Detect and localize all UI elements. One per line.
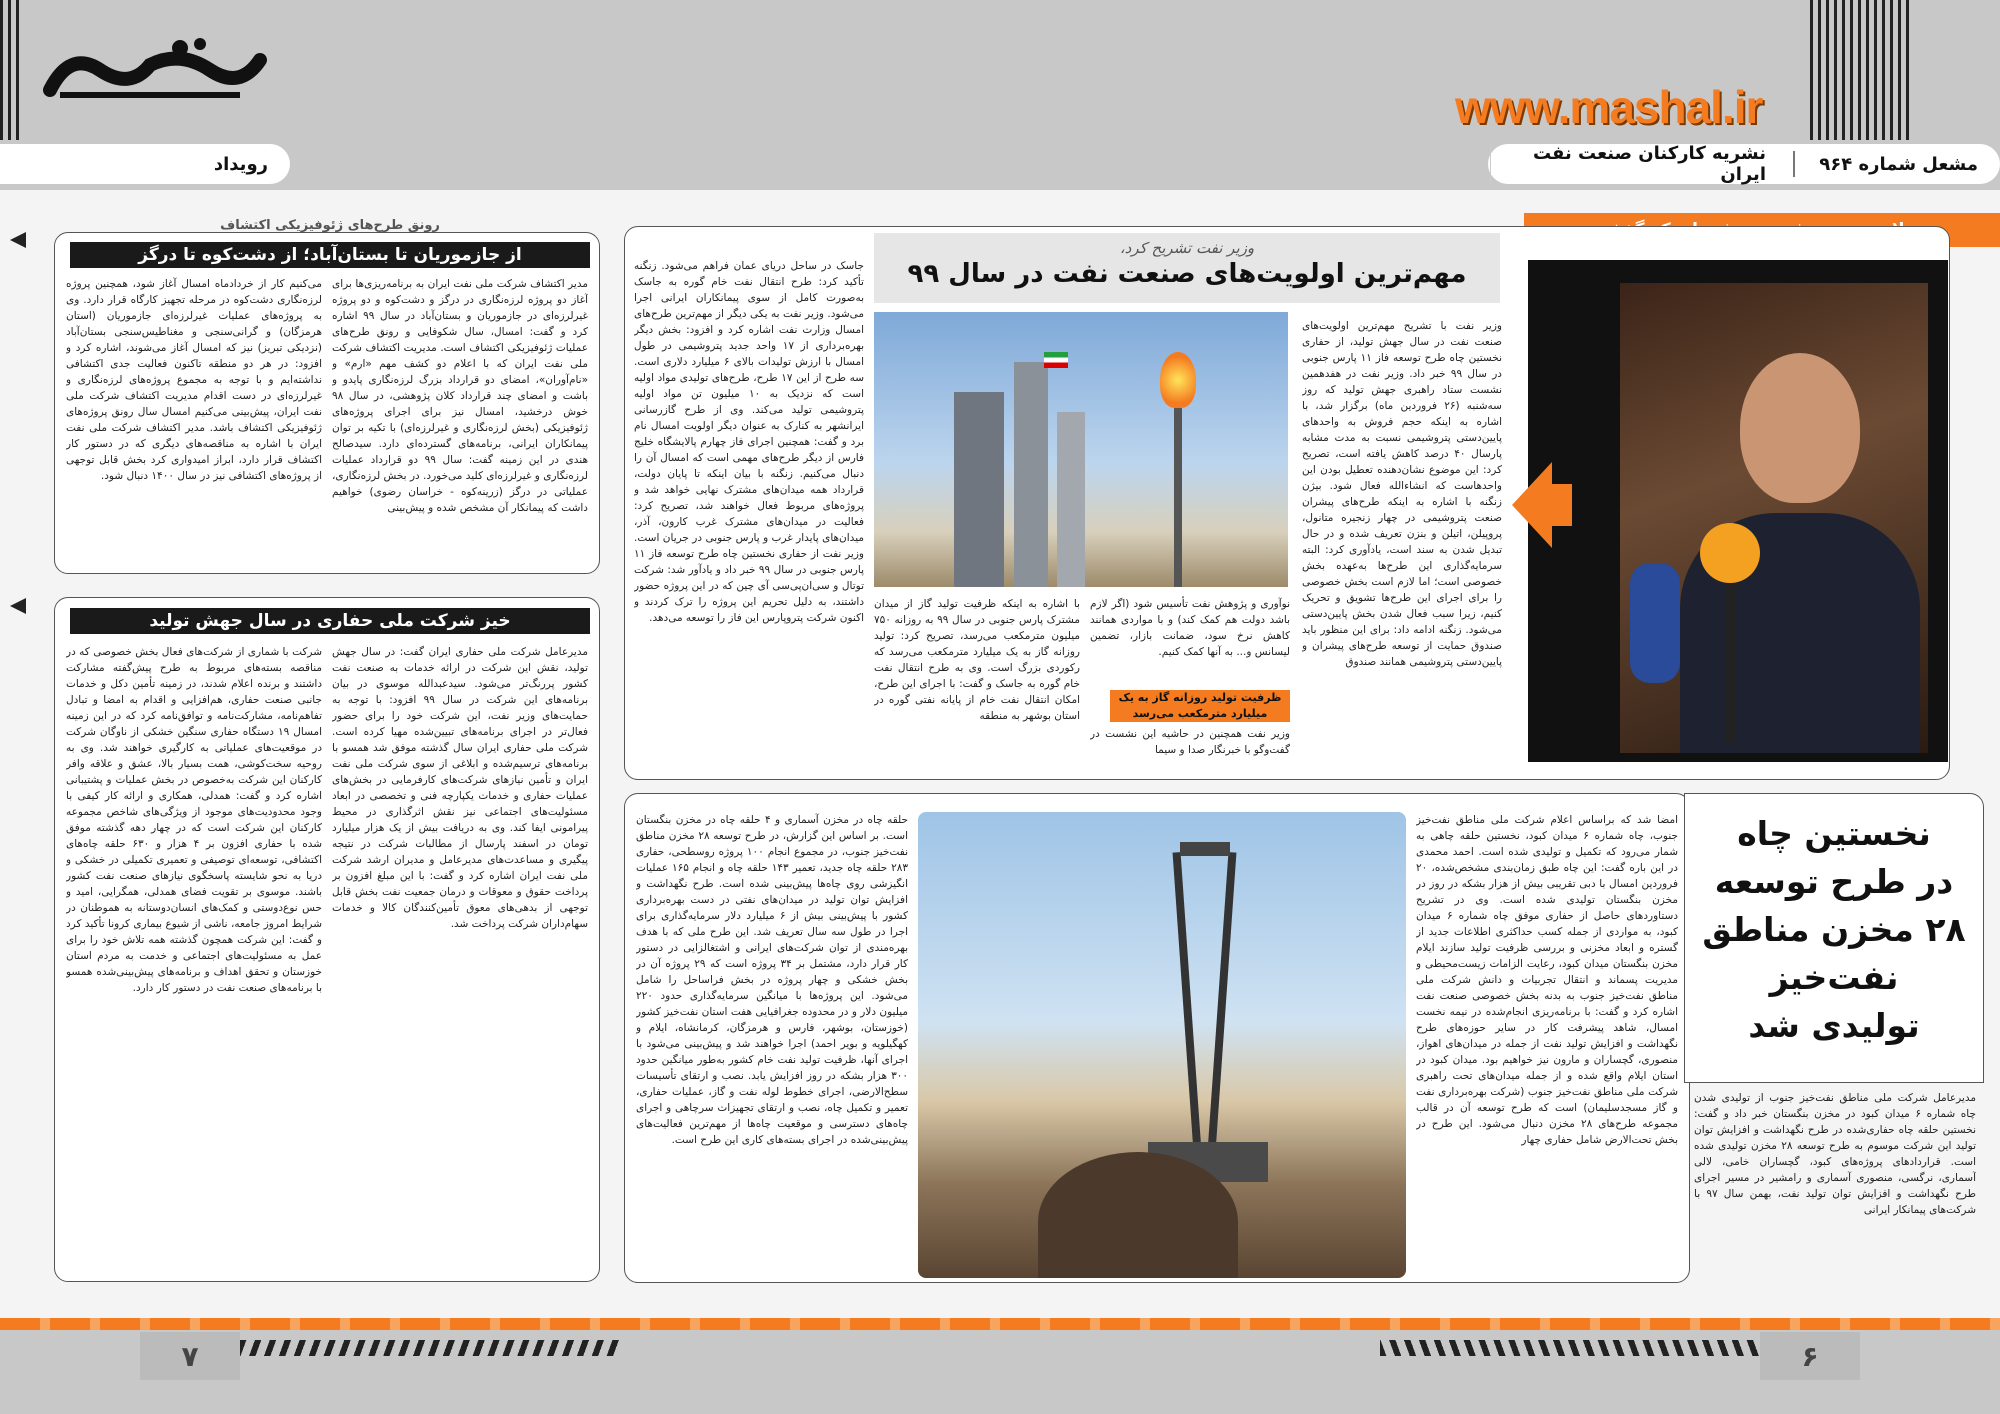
- footer-hatch-right: [1380, 1340, 1760, 1356]
- seismic-col-2: می‌کنیم کار از خردادماه امسال آغاز شود، همچنین پروژه لرزه‌نگاری دشت‌کوه در مرحله تجهیز کارگاه قرار دارد. وی به پروژه‌های عملیات غیرلرزه‌ای جازموریان (استان هرمزگان) و گرانی‌سنجی و مغناطیس‌سنجی بستان‌آباد (نزدیکی تبریز) نیز که امسال آغاز می‌شوند، اشاره کرد و افزود: در هر دو منطقه تاکنون فعالیت جدی اکتشافی نداشته‌ایم و با توجه به مجموع پروژه‌های لرزه‌نگاری و غیرلرزه‌ای در دست اقدام مدیریت اکتشاف شرکت ملی نفت ایران، پیش‌بینی می‌کنیم امسال سال رونق پروژه‌های ژئوفیزیکی اکتشاف باشد. مدیر اکتشاف شرکت ملی نفت ایران با اشاره به مناقصه‌های دیگری که در دستور کار اکتشاف قرار دارد، ابراز امیدواری کرد بخش قابل توجهی از پروژه‌های اکتشافی نیز در سال ۱۴۰۰ دنبال شود.: [66, 278, 322, 482]
- drilling-rig-photo: [918, 812, 1406, 1278]
- seismic-kicker: رونق طرح‌های ژئوفیزیکی اکتشاف: [220, 218, 440, 233]
- main-title: مهم‌ترین اولویت‌های صنعت نفت در سال ۹۹: [907, 259, 1467, 289]
- tower-shape: [954, 392, 1004, 587]
- well-col-1: مدیرعامل شرکت ملی مناطق نفت‌خیز جنوب از تولیدی شدن چاه شماره ۶ میدان کبود در مخزن بنگستان خبر داد و گفت: نخستین حلقه چاه حفاری‌شده در طرح نگهداشت و افزایش توان تولید این شرکت موسوم به طرح توسعه ۲۸ مخزن تولیدی شده است. قراردادهای پروژه‌های کبود، گچساران خامی، لالی آسماری، نرگسی، منصوری آسماری و رامشیر در مسیر اجرای طرح نگهداشت و افزایش توان تولید نفت، بهمن سال ۹۷ با شرکت‌های پیمانکار ایرانی: [1694, 1092, 1976, 1216]
- well-title: [1694, 810, 1974, 1060]
- well-title-line-4: نفت‌خیز: [1769, 958, 1899, 997]
- footer-band: [0, 1318, 2000, 1414]
- drilling-col-2: شرکت با شماری از شرکت‌های فعال بخش خصوصی که در مناقصه بسته‌های مربوط به طرح پیش‌گفته مشارکت داشتند و برنده اعلام شدند، در زمینه تأمین دکل و خدمات جانبی صنعت حفاری، هم‌افزایی و اقدام به امضا و تبادل تفاهم‌نامه، مشارکت‌نامه و توافق‌نامه کرد که در این زمینه امسال ۱۹ دستگاه حفاری سنگین خشکی از ناوگان شرکت در موقعیت‌های عملیاتی به کارگیری خواهند شد. وی به روحیه سخت‌کوشی، همت بسیار بالا، عشق و علاقه وافر کارکنان این شرکت به‌خصوص در بخش عملیات و پشتیبانی اشاره کرد و گفت: همدلی، همکاری و ارائه کار کیفی با وجود محدودیت‌های موجود از ویژگی‌های شاخص مجموعه کارکنان این شرکت است که در چهار دهه گذشته موفق شده با حفاری افزون بر ۴ هزار و ۶۳۰ حلقه چاه‌های اکتشافی، توسعه‌ای توصیفی و تعمیری تکمیلی در خشکی و دریا به نحو شایسته پاسخگوی نیازهای صنعت نفت کشور باشند. موسوی بر تقویت فضای همدلی، همگرایی، امید و حس نوع‌دوستی و کمک‌های انسان‌دوستانه به هموطنان در شرایط امروز جامعه، ناشی از شیوع بیماری کرونا تأکید کرد و گفت: این شرکت همچون گذشته همه تلاش خود را برای عمل به مسئولیت‌های اجتماعی و خدمت به مردم استان خوزستان و تحقق اهداف و برنامه‌های پیش‌بینی‌شده همسو با برنامه‌های صنعت نفت در دستور کار دارد.: [66, 646, 322, 994]
- decorative-stripes-right: [1810, 0, 1910, 140]
- flare-stack: [1174, 402, 1182, 587]
- triangle-icon: [10, 598, 26, 614]
- rig-leg-1: [1173, 852, 1202, 1152]
- microphone-blue-icon: [1630, 563, 1680, 683]
- well-title-line-5: تولیدی شد: [1748, 1006, 1920, 1045]
- well-col-2: امضا شد که براساس اعلام شرکت ملی مناطق نفت‌خیز جنوب، چاه شماره ۶ میدان کبود، نخستین حلقه چاهی به شمار می‌رود که تکمیل و تولیدی شده است. احمد محمدی در این باره گفت: این چاه طبق زمان‌بندی مشخص‌شده، ۲۰ فروردین امسال با دبی تقریبی بیش از هزار بشکه در روز در مخزن بنگستان تولیدی شده است. وی در تشریح دستاوردهای حاصل از حفاری موفق چاه شماره ۶ میدان کبود، به مواردی از جمله کسب حداکثری اطلاعات جدید از گستره و ابعاد مخزنی و بررسی ظرفیت تولید سازند ایلام مخزن بنگستان میدان کبود، رعایت الزامات زیست‌محیطی و مدیریت پسماند و انتقال تجربیات و دانش شرکت ملی مناطق نفت‌خیز جنوب به بدنه بخش خصوصی صنعت نفت اشاره کرد و گفت: با برنامه‌ریزی انجام‌شده در نیمه نخست امسال، شاهد پیشرفت کار در سایر حوزه‌های طرح نگهداشت و افزایش تولید نفت از جمله در میدان‌های اهواز، منصوری، گچساران و مارون نیز خواهیم بود. میدان کبود در استان ایلام واقع شده و از جمله میدان‌های تحت راهبری شرکت ملی مناطق نفت‌خیز جنوب (شرکت بهره‌برداری نفت و گاز مسجدسلیمان) است که طرح توسعه آن در قالب مجموعه طرح‌های ۲۸ مخزن دنبال می‌شود. این طرح در بخش تحت‌الارض شامل حفاری چهار: [1416, 814, 1678, 1146]
- arrow-left-icon: [1512, 462, 1572, 548]
- well-col-3: حلقه چاه در مخزن آسماری و ۴ حلقه چاه در مخزن بنگستان است. بر اساس این گزارش، در طرح توسعه ۲۸ مخزن مناطق نفت‌خیز جنوب، در مجموع انجام ۱۰۰ پروژه روسطحی، حفاری ۲۸۳ حلقه چاه جدید، تعمیر ۱۴۳ حلقه چاه و انجام ۱۶۵ عملیات انگیزشی روی چاه‌ها پیش‌بینی شده است. طرح نگهداشت و افزایش توان تولید در میدان‌های نفتی در دست بهره‌برداری کشور با پیش‌بینی بیش از ۶ میلیارد دلار سرمایه‌گذاری برای اجرا در طول سه سال تعریف شد. این طرح ملی که با هدف بهره‌مندی از توان شرکت‌های ایرانی و اشتغالزایی در دستور کار قرار دارد، مشتمل بر ۳۴ پروژه است که ۲۹ پروژه آن در بخش خشکی و چهار پروژه در بخش فراساحل را شامل می‌شود. این پروژه‌ها با میانگین سرمایه‌گذاری حدود ۲۲۰ میلیون دلار و در محدوده جغرافیایی هفت استان نفت‌خیز کشور (خوزستان، بوشهر، فارس و هرمزگان، کرمانشاه، ایلام و کهگیلویه و بویر احمد) اجرا خواهند شد و پیش‌بینی می‌شود با اجرای آنها، ظرفیت تولید نفت خام کشور به‌طور میانگین حدود ۳۰۰ هزار بشکه در روز افزایش یابد. نصب و ارتقای تأسیسات سطح‌الارضی، اجرای خطوط لوله نفت و گاز، عملیات حفاری، تعمیر و تکمیل چاه، نصب و ارتقای تجهیزات سرچاهی و اجرای چاه‌های دسترسی و موقعیت چاه‌ها از مهم‌ترین فعالیت‌های پیش‌بینی‌شده در اجرای بسته‌های کاری این طرح است.: [636, 814, 908, 1146]
- well-title-line-3: ۲۸ مخزن مناطق: [1702, 910, 1966, 949]
- rig-crown: [1180, 842, 1230, 856]
- issue-number: مشعل شماره ۹۶۴: [1819, 153, 1978, 175]
- microphone-icon: [1700, 523, 1760, 583]
- page-number-right: [1760, 1332, 1860, 1380]
- well-title-line-2: در طرح توسعه: [1714, 862, 1954, 901]
- publication-name: نشریه کارکنان صنعت نفت ایران: [1533, 143, 1766, 185]
- iran-flag-icon: [1044, 352, 1068, 368]
- corner-marker-2: [10, 598, 26, 614]
- face-shape: [1740, 353, 1860, 503]
- corner-marker-1: [10, 232, 26, 248]
- drilling-title: خیز شرکت ملی حفاری در سال جهش تولید: [70, 608, 590, 634]
- seismic-col-1: مدیر اکتشاف شرکت ملی نفت ایران به برنامه‌ریزی‌ها برای آغاز دو پروژه لرزه‌نگاری در درگز و دشت‌کوه و دو پروژه غیرلرزه‌ای در جازموریان و بستان‌آباد در سال ۹۹ اشاره کرد و گفت: امسال، سال شکوفایی و رونق طرح‌های عملیات ژئوفیزیکی اکتشاف است. مدیریت اکتشاف شرکت ملی نفت ایران که با اعلام دو کشف مهم «ارم» و «نام‌آوران»، امضای دو قرارداد بزرگ لرزه‌نگاری پایدو و باشت و امضای چند قرارداد کلان پژوهشی، در سال ۹۸ خوش درخشید، امسال نیز برای اجرای پروژه‌های ژئوفیزیکی (بخش لرزه‌نگاری و غیرلرزه‌ای) با تکیه بر توان پیمانکاران ایرانی، برنامه‌های گسترده‌ای دارد. سیدصالح هندی در این زمینه گفت: سال ۹۹ دو قرارداد عملیات لرزه‌نگاری و غیرلرزه‌ای کلید می‌خورد. در بخش لرزه‌نگاری، عملیاتی در درگز (زرینه‌کوه - خراسان رضوی) خواهیم داشت که پیمانکار آن مشخص شده و پیش‌بینی: [332, 278, 588, 514]
- mic-stand: [1726, 583, 1736, 743]
- main-title-block: [874, 233, 1500, 303]
- drilling-col-1: مدیرعامل شرکت ملی حفاری ایران گفت: در سال جهش تولید، نقش این شرکت در ارائه خدمات به صنعت نفت کشور پررنگ‌تر می‌شود. سیدعبدالله موسوی در بیان برنامه‌های این شرکت در سال ۹۹ افزود: با توجه به حمایت‌های وزیر نفت، این شرکت خود را برای حضور فعال‌تر در اجرای برنامه‌های تبیین‌شده مهیا کرده است. شرکت ملی حفاری ایران سال گذشته موفق شد همسو با برنامه‌های ترسیم‌شده و ابلاغی از سوی شرکت ملی نفت ایران و تأمین نیازهای شرکت‌های کارفرمایی در بخش‌های عملیات حفاری و خدمات یکپارچه فنی و تخصصی در ابعاد مسئولیت‌های اجتماعی نیز نقش اثرگذاری در محیط پیرامونی ایفا کند. وی به دریافت بیش از یک هزار میلیارد تومان در اسفند پارسال از مطالبات شرکت در نتیجه پیگیری و مساعدت‌های مدیرعامل و مدیران ارشد شرکت ملی نفت ایران اشاره کرد و گفت: با این مبلغ افزون بر پرداخت حقوق و معوقات و درمان جمعیت نفت بخش قابل توجهی از بدهی‌های معوق تأمین‌کنندگان کالا و خدمات سهام‌داران شرکت پرداخت شد.: [332, 646, 588, 930]
- main-col-3: با اشاره به اینکه ظرفیت تولید گاز از میدان مشترک پارس جنوبی در سال ۹۹ به روزانه ۷۵۰ میلیون مترمکعب می‌رسد، تصریح کرد: تولید روزانه گاز به یک میلیارد مترمکعب می‌رسد که رکوردی بزرگ است. وی به طرح انتقال نفت خام گوره به جاسک و گفت: با اجرای این طرح، امکان انتقال نفت خام از پایانه نفتی گوره در استان بوشهر به منطقه: [874, 598, 1080, 722]
- flare-flame-icon: [1160, 352, 1196, 408]
- main-col-2: نوآوری و پژوهش نفت تأسیس شود (اگر لازم باشد دولت هم کمک کند) و با مواردی همانند کاهش نرخ سود، ضمانت بازار، تضمین لیسانس و... به آنها کمک کنیم.: [1090, 598, 1290, 658]
- decorative-stripes-left: [0, 0, 20, 140]
- page-number-right-text: ۶: [1801, 1339, 1819, 1373]
- page-number-left: [140, 1332, 240, 1380]
- seismic-title: از جازموریان تا بستان‌آباد؛ از دشت‌کوه تا درگز: [70, 242, 590, 268]
- site-url[interactable]: www.mashal.ir: [1455, 81, 1763, 133]
- main-col-4: جاسک در ساحل دریای عمان فراهم می‌شود. زنگنه تأکید کرد: طرح انتقال نفت خام گوره به جاسک به‌صورت کامل از سوی پیمانکاران ایرانی اجرا می‌شود. وزیر نفت به یکی دیگر از مهم‌ترین طرح‌های امسال وزارت نفت اشاره کرد و افزود: بخش دیگر بهره‌برداری از ۱۷ واحد جدید پتروشیمی در طول امسال با ارزش تولیدات بالای ۶ میلیارد دلاری است. سه طرح از این ۱۷ طرح، طرح‌های تولیدی مواد اولیه است که نزدیک به ۱۰ میلیون تن مواد اولیه پتروشیمی تولید می‌کند. وی از طرح گازرسانی ایرانشهر به کنارک به عنوان دیگر اولویت امسال نام برد و گفت: همچنین اجرای فاز چهارم پالایشگاه خلیج فارس از دیگر طرح‌های مهمی است که امسال آن را دنبال می‌کنیم. زنگنه با بیان اینکه تا پایان دولت، قرارداد همه میدان‌های مشترک نهایی خواهد شد و پروژه‌های مربوط فعال خواهند شد، تصریح کرد: فعالیت در میدان‌های مشترک غرب کارون، آذر، میدان‌های پایدار غرب و پارس جنوبی در جریان است. وزیر نفت از حفاری نخستین چاه طرح توسعه فاز ۱۱ پارس جنوبی در سال ۹۹ خبر داد و یادآور شد: شرکت توتال و سی‌ان‌پی‌سی آی چین که در این پروژه حضور داشتند، به دلیل تحریم این پروژه را ترک کردند و اکنون شرکت پتروپارس این فاز را توسعه می‌دهد.: [634, 260, 864, 624]
- rig-leg-2: [1208, 852, 1237, 1152]
- footer-hatch-left: [240, 1340, 620, 1356]
- main-highlight: ظرفیت تولید روزانه گاز به یک میلیارد مترمکعب می‌رسد: [1110, 690, 1290, 722]
- footer-orange-stripe: [0, 1318, 2000, 1330]
- main-col-2b: وزیر نفت همچنین در حاشیه این نشست در گفت‌وگو با خبرنگار صدا و سیما: [1090, 728, 1290, 756]
- minister-photo: [1620, 283, 1928, 753]
- refinery-photo: [874, 312, 1288, 587]
- mashal-logo-icon: [40, 30, 270, 110]
- section-label: رویداد: [0, 144, 290, 184]
- tower-shape-3: [1057, 412, 1085, 587]
- page-number-left-text: ۷: [181, 1339, 199, 1373]
- tower-shape-2: [1014, 362, 1048, 587]
- well-title-line-1: نخستین چاه: [1737, 814, 1931, 853]
- main-kicker: وزیر نفت تشریح کرد،: [1119, 239, 1255, 257]
- header-divider: [1793, 151, 1795, 177]
- triangle-icon: [10, 232, 26, 248]
- main-col-1: وزیر نفت با تشریح مهم‌ترین اولویت‌های صنعت نفت در سال جهش تولید، از حفاری نخستین چاه طرح توسعه فاز ۱۱ پارس جنوبی در سال ۹۹ خبر داد. وزیر نفت در هفدهمین نشست ستاد راهبری جهش تولید که روز سه‌شنبه (۲۶ فروردین ماه) برگزار شد، با اشاره به اینکه حجم فروش به واحدهای پایین‌دستی پتروشیمی نسبت به مدت مشابه پارسال ۴۰ درصد کاهش یافته است، تصریح کرد: این موضوع نشان‌دهنده تعطیل بودن این واحدهاست که انشاءالله فعال شود. بیژن زنگنه با اشاره به اینکه طرح‌های پیشران صنعت پتروشیمی در چهار زنجیره متانول، پروپیلن، اتیلن و بنزن تعریف شده و در حال تبدیل شدن به سند است، یادآوری کرد: البته سرمایه‌گذاری این طرح‌ها به‌عهده بخش خصوصی است؛ اما لازم است بخش خصوصی را برای اجرای این طرح‌ها تشویق و تحریک کنیم، زیرا سبب فعال شدن بخش پایین‌دستی می‌شود. زنگنه ادامه داد: برای این منظور باید صندوق حمایت از توسعه طرح‌های پیشران و پایین‌دستی پتروشیمی همانند صندوق: [1302, 320, 1502, 668]
